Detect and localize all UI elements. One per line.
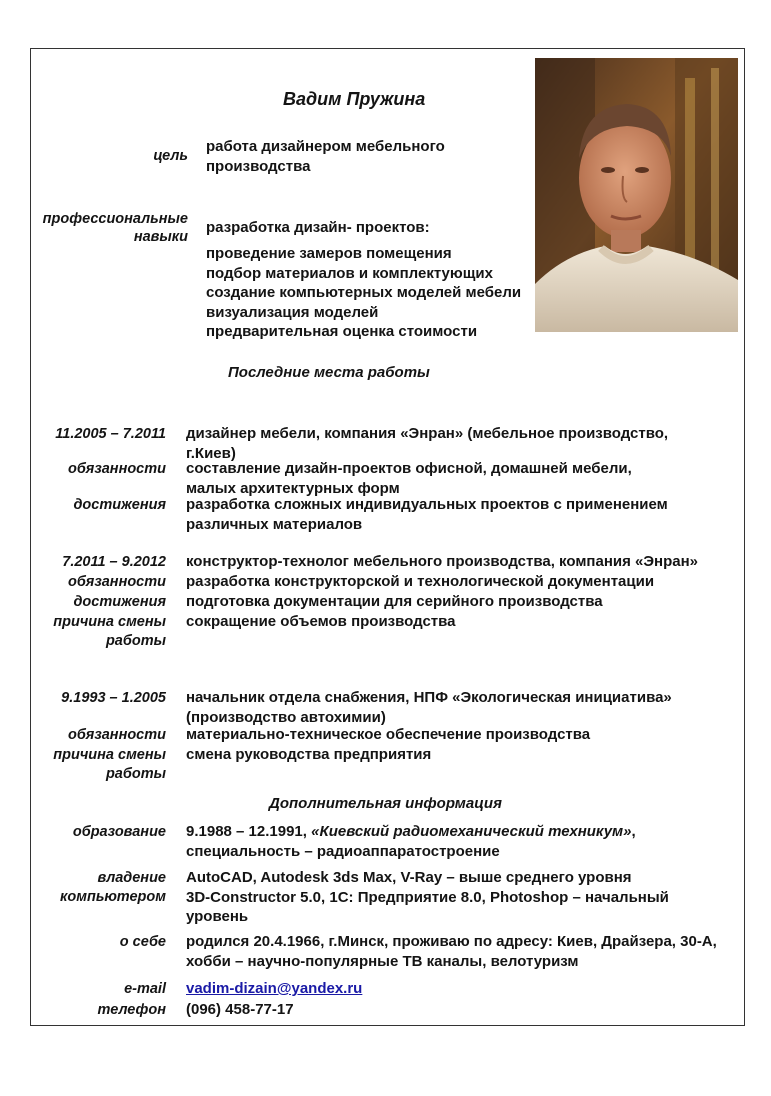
job1-duties-line: малых архитектурных форм bbox=[186, 479, 400, 497]
job3-period: 9.1993 – 1.2005 bbox=[61, 690, 166, 706]
job3-duties-label: обязанности bbox=[67, 727, 166, 743]
job2-reason-label-line: работы bbox=[105, 633, 166, 649]
skills-label-line: навыки bbox=[133, 229, 188, 245]
education-label: образование bbox=[72, 824, 166, 840]
skills-item: предварительная оценка стоимости bbox=[206, 323, 478, 340]
job2-achievements-label: достижения bbox=[73, 594, 166, 610]
job3-title-line: (производство автохимии) bbox=[186, 708, 386, 726]
job1-duties bbox=[186, 459, 632, 498]
skills-item: визуализация моделей bbox=[206, 303, 379, 321]
computer-line: AutoCAD, Autodesk 3ds Max, V-Ray – выше среднего уровня bbox=[186, 869, 632, 886]
job2-duties-label: обязанности bbox=[67, 574, 166, 590]
candidate-name: Вадим Пружина bbox=[283, 89, 426, 109]
education-line bbox=[186, 822, 636, 842]
email-label: e-mail bbox=[124, 981, 166, 997]
education-punct: , bbox=[631, 823, 636, 840]
education-period: 9.1988 – 12.1991, bbox=[186, 823, 312, 840]
computer-line: уровень bbox=[186, 908, 249, 925]
about-line: хобби – научно-популярные ТВ каналы, велотуризм bbox=[186, 952, 579, 970]
goal-line: производства bbox=[206, 157, 311, 175]
job2-duties: разработка конструкторской и технологической документации bbox=[186, 573, 655, 590]
computer-label-line: компьютером bbox=[60, 889, 166, 905]
skills-label-line: профессиональные bbox=[42, 211, 188, 227]
education-line: специальность – радиоаппаратостроение bbox=[186, 842, 500, 860]
job1-achievements-line: разработка сложных индивидуальных проектов с применением bbox=[186, 496, 668, 513]
about-line: родился 20.4.1966, г.Минск, проживаю по адресу: Киев, Драйзера, 30-А, bbox=[186, 933, 717, 950]
job2-period: 7.2011 – 9.2012 bbox=[62, 554, 166, 570]
job1-duties-line: составление дизайн-проектов офисной, домашней мебели, bbox=[186, 460, 632, 477]
job1-achievements-line: различных материалов bbox=[186, 515, 363, 533]
extra-heading: Дополнительная информация bbox=[269, 795, 502, 812]
phone-label: телефон bbox=[97, 1002, 166, 1018]
job3-reason: смена руководства предприятия bbox=[186, 746, 432, 763]
skills-item: проведение замеров помещения bbox=[206, 245, 452, 262]
job3-title-line: начальник отдела снабжения, НПФ «Экологическая инициатива» bbox=[186, 689, 672, 706]
job1-achievements bbox=[186, 495, 668, 534]
computer-label-line: владение bbox=[97, 870, 166, 886]
skills-item: создание компьютерных моделей мебели bbox=[206, 284, 522, 301]
job1-period: 11.2005 – 7.2011 bbox=[55, 426, 166, 442]
skills-item: подбор материалов и комплектующих bbox=[206, 264, 493, 282]
email-link[interactable]: vadim-dizain@yandex.ru bbox=[186, 980, 363, 997]
job3-reason-label-line: работы bbox=[105, 766, 166, 782]
job1-achievements-label: достижения bbox=[73, 497, 166, 513]
portrait-photo bbox=[535, 58, 738, 332]
job3-reason-label-line: причина смены bbox=[53, 747, 166, 763]
about-label: о себе bbox=[119, 934, 166, 950]
job1-title bbox=[186, 424, 668, 463]
about-text bbox=[186, 932, 717, 971]
job2-reason: сокращение объемов производства bbox=[186, 613, 456, 630]
job3-title bbox=[186, 688, 672, 727]
job2-achievements: подготовка документации для серийного производства bbox=[186, 593, 603, 610]
portrait-image bbox=[535, 58, 738, 332]
job3-reason-label bbox=[30, 746, 166, 784]
goal-line: работа дизайнером мебельного bbox=[206, 138, 445, 155]
education-school: «Киевский радиомеханический техникум» bbox=[311, 823, 632, 840]
job1-title-line: г.Киев) bbox=[186, 444, 236, 462]
goal-text bbox=[206, 137, 445, 176]
goal-label: цель bbox=[153, 148, 188, 164]
job2-reason-label-line: причина смены bbox=[53, 614, 166, 630]
job1-duties-label: обязанности bbox=[67, 461, 166, 477]
computer-line: 3D-Constructor 5.0, 1C: Предприятие 8.0, Photoshop – начальный bbox=[186, 888, 669, 906]
job2-title: конструктор-технолог мебельного производства, компания «Энран» bbox=[186, 553, 699, 570]
skills-heading: разработка дизайн- проектов: bbox=[206, 219, 430, 236]
skills-label bbox=[30, 210, 188, 246]
education-text bbox=[186, 822, 636, 861]
job2-reason-label bbox=[30, 613, 166, 651]
skills-list bbox=[206, 244, 521, 342]
phone-value: (096) 458-77-17 bbox=[186, 1001, 294, 1018]
computer-label bbox=[30, 869, 166, 907]
computer-text bbox=[186, 868, 669, 927]
job1-title-line: дизайнер мебели, компания «Энран» (мебельное производство, bbox=[186, 425, 669, 442]
job3-duties: материально-техническое обеспечение производства bbox=[186, 726, 591, 743]
jobs-heading: Последние места работы bbox=[228, 364, 430, 381]
